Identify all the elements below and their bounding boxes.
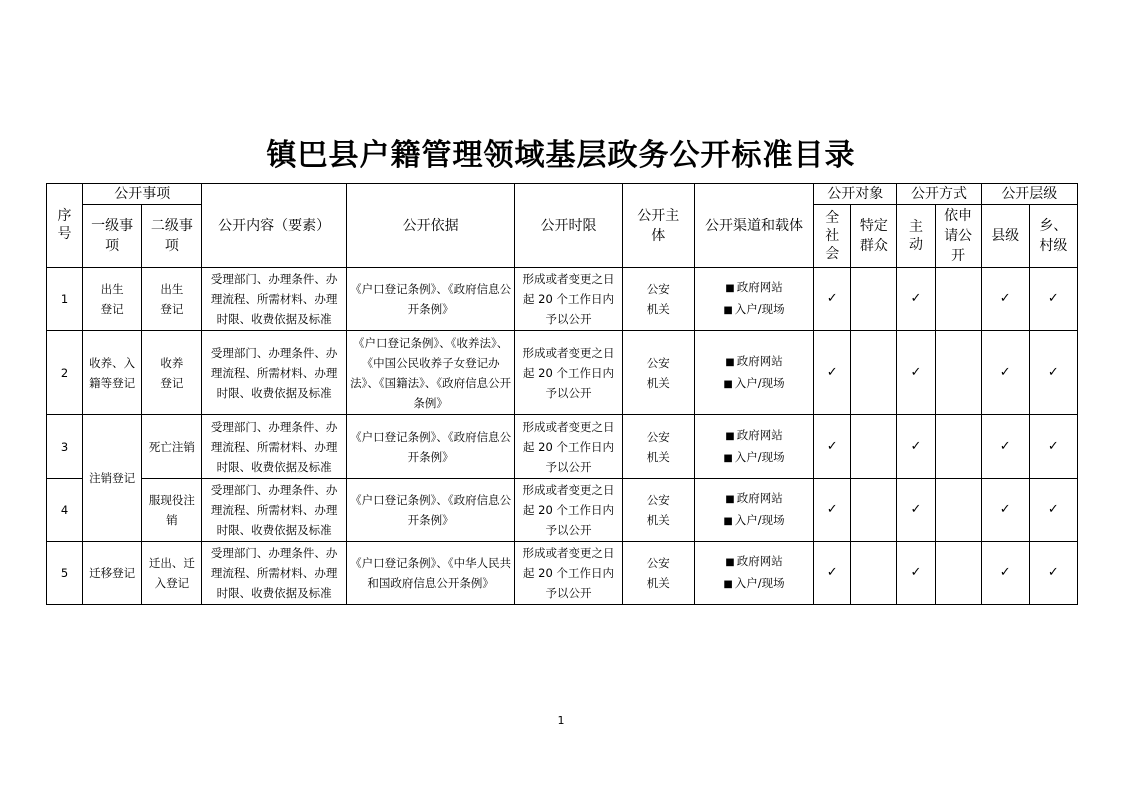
row-level2: 收养 登记	[142, 331, 202, 415]
check-level-town: ✓	[1029, 479, 1077, 542]
check-method-request	[935, 542, 981, 605]
row-subject: 公安 机关	[622, 479, 694, 542]
channel-item: ■ 入户/现场	[723, 302, 785, 316]
check-method-request	[935, 268, 981, 331]
row-subject: 公安 机关	[622, 415, 694, 479]
check-method-active: ✓	[897, 479, 935, 542]
square-bullet-icon: ■	[725, 283, 735, 294]
row-time-limit: 形成或者变更之日起 20 个工作日内予以公开	[515, 268, 622, 331]
header-target-group: 公开对象	[814, 184, 897, 205]
table-row	[47, 479, 1078, 542]
check-target-all: ✓	[814, 542, 851, 605]
check-method-active: ✓	[897, 331, 935, 415]
row-level2: 出生 登记	[142, 268, 202, 331]
check-target-specific	[851, 331, 897, 415]
channel-item: ■ 政府网站	[725, 353, 783, 368]
row-channel	[694, 479, 813, 542]
check-method-request	[935, 415, 981, 479]
header-method-group: 公开方式	[897, 184, 981, 205]
square-bullet-icon: ■	[725, 356, 735, 368]
row-basis: 《户口登记条例》、《政府信息公开条例》	[346, 415, 514, 479]
header-item-group: 公开事项	[83, 184, 202, 205]
catalog-table	[46, 183, 1078, 605]
check-level-county: ✓	[981, 268, 1029, 331]
row-level1: 收养、入籍等登记	[83, 331, 142, 415]
check-level-town: ✓	[1029, 331, 1077, 415]
row-subject: 公安 机关	[622, 542, 694, 605]
row-level2: 迁出、迁入登记	[142, 542, 202, 605]
channel-item: ■ 入户/现场	[723, 375, 785, 390]
row-level2: 死亡注销	[142, 415, 202, 479]
header-method-active: 主动	[897, 205, 935, 268]
channel-item: ■ 政府网站	[725, 554, 783, 568]
row-basis: 《户口登记条例》、《收养法》、《中国公民收养子女登记办法》、《国籍法》、《政府信息公开条例》	[346, 331, 514, 415]
row-level1: 注销登记	[83, 415, 142, 542]
row-level1: 出生 登记	[83, 268, 142, 331]
check-level-town: ✓	[1029, 415, 1077, 479]
header-row-1	[47, 184, 1078, 205]
row-channel	[694, 268, 813, 331]
row-basis: 《户口登记条例》、《政府信息公开条例》	[346, 479, 514, 542]
channel-item: ■ 入户/现场	[723, 576, 785, 590]
table-row	[47, 268, 1078, 331]
check-target-specific	[851, 268, 897, 331]
row-seq: 3	[47, 415, 83, 479]
row-seq: 2	[47, 331, 83, 415]
check-level-town: ✓	[1029, 542, 1077, 605]
check-target-all: ✓	[814, 415, 851, 479]
row-time-limit: 形成或者变更之日起 20 个工作日内予以公开	[515, 479, 622, 542]
row-channel	[694, 331, 813, 415]
table-row	[47, 415, 1078, 479]
check-method-active: ✓	[897, 415, 935, 479]
header-target-all: 全社会	[814, 205, 851, 268]
row-level1: 迁移登记	[83, 542, 142, 605]
square-bullet-icon: ■	[725, 557, 735, 568]
check-target-all: ✓	[814, 268, 851, 331]
header-basis: 公开依据	[346, 184, 514, 268]
check-target-all: ✓	[814, 331, 851, 415]
table-row	[47, 331, 1078, 415]
square-bullet-icon: ■	[723, 452, 733, 464]
check-target-all: ✓	[814, 479, 851, 542]
header-target-specific: 特定群众	[851, 205, 897, 268]
header-method-request: 依申请公开	[935, 205, 981, 268]
header-level1: 一级事项	[83, 205, 142, 268]
header-subject: 公开主体	[622, 184, 694, 268]
row-basis: 《户口登记条例》、《中华人民共和国政府信息公开条例》	[346, 542, 514, 605]
header-level-group: 公开层级	[981, 184, 1077, 205]
header-content: 公开内容（要素）	[202, 184, 346, 268]
row-time-limit: 形成或者变更之日起 20 个工作日内予以公开	[515, 415, 622, 479]
check-level-county: ✓	[981, 542, 1029, 605]
row-seq: 4	[47, 479, 83, 542]
row-level2: 服现役注销	[142, 479, 202, 542]
row-channel	[694, 415, 813, 479]
row-subject: 公安 机关	[622, 268, 694, 331]
row-time-limit: 形成或者变更之日起 20 个工作日内予以公开	[515, 542, 622, 605]
check-method-request	[935, 331, 981, 415]
channel-item: ■ 政府网站	[725, 280, 783, 294]
header-channel: 公开渠道和载体	[694, 184, 813, 268]
check-level-town: ✓	[1029, 268, 1077, 331]
square-bullet-icon: ■	[723, 305, 733, 316]
row-time-limit: 形成或者变更之日起 20 个工作日内予以公开	[515, 331, 622, 415]
row-seq: 5	[47, 542, 83, 605]
channel-item: ■ 入户/现场	[723, 449, 785, 464]
channel-item: ■ 政府网站	[725, 427, 783, 442]
check-method-active: ✓	[897, 542, 935, 605]
row-content: 受理部门、办理条件、办理流程、所需材料、办理时限、收费依据及标准	[202, 415, 346, 479]
row-content: 受理部门、办理条件、办理流程、所需材料、办理时限、收费依据及标准	[202, 479, 346, 542]
row-content: 受理部门、办理条件、办理流程、所需材料、办理时限、收费依据及标准	[202, 331, 346, 415]
check-target-specific	[851, 479, 897, 542]
square-bullet-icon: ■	[723, 579, 733, 590]
check-level-county: ✓	[981, 479, 1029, 542]
check-level-county: ✓	[981, 331, 1029, 415]
row-subject: 公安 机关	[622, 331, 694, 415]
square-bullet-icon: ■	[723, 378, 733, 390]
square-bullet-icon: ■	[725, 430, 735, 442]
check-level-county: ✓	[981, 415, 1029, 479]
check-method-active: ✓	[897, 268, 935, 331]
header-seq: 序号	[47, 184, 83, 268]
table-row	[47, 542, 1078, 605]
document-title: 镇巴县户籍管理领域基层政务公开标准目录	[266, 138, 856, 173]
check-target-specific	[851, 415, 897, 479]
check-method-request	[935, 479, 981, 542]
row-channel	[694, 542, 813, 605]
square-bullet-icon: ■	[725, 494, 735, 505]
row-seq: 1	[47, 268, 83, 331]
row-content: 受理部门、办理条件、办理流程、所需材料、办理时限、收费依据及标准	[202, 268, 346, 331]
row-basis: 《户口登记条例》、《政府信息公开条例》	[346, 268, 514, 331]
header-level-county: 县级	[981, 205, 1029, 268]
channel-item: ■ 政府网站	[725, 491, 783, 505]
header-time-limit: 公开时限	[515, 184, 622, 268]
page-number: 1	[557, 714, 565, 727]
square-bullet-icon: ■	[723, 516, 733, 527]
check-target-specific	[851, 542, 897, 605]
row-content: 受理部门、办理条件、办理流程、所需材料、办理时限、收费依据及标准	[202, 542, 346, 605]
header-level-town: 乡、村级	[1029, 205, 1077, 268]
header-level2: 二级事项	[142, 205, 202, 268]
channel-item: ■ 入户/现场	[723, 513, 785, 527]
